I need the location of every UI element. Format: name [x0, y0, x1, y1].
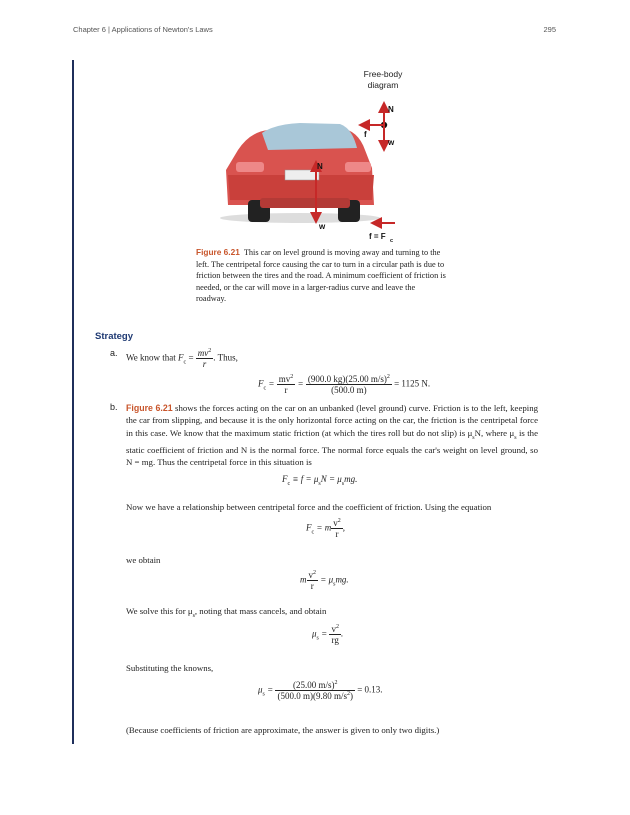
- equation-friction-centripetal: $F_c \equiv f = \mu_sN = \mu_smg$.: [282, 474, 358, 487]
- car-label-w: w: [319, 222, 326, 231]
- strategy-heading: Strategy: [95, 331, 134, 342]
- figure-caption-label: Figure 6.21: [196, 247, 240, 257]
- figure-link[interactable]: Figure 6.21: [126, 403, 173, 413]
- paragraph-we-obtain: we obtain: [126, 555, 161, 565]
- paragraph-approximate-note: (Because coefficients of friction are approximate, the answer is given to only two digits.): [126, 725, 440, 735]
- fbd-title: Free-body diagram: [363, 69, 403, 90]
- equation-Fc-mv2r: $F_c = m$ $\frac{v^2}{r}$ ,: [306, 518, 345, 539]
- paragraph-relationship: Now we have a relationship between centripetal force and the coefficient of friction. Using the equation: [126, 502, 492, 512]
- paragraph-solve-mu: We solve this for $\mu_s$, noting that mass cancels, and obtain: [126, 606, 327, 619]
- page-number: 295: [543, 25, 556, 34]
- fbd-label-f: f: [364, 130, 367, 139]
- strategy-item-a: a. We know that $F_c$ = $\frac{mv^2}{r}$ . Thus,: [110, 348, 238, 369]
- figure-caption-text: This car on level ground is moving away and turning to the left. The centripetal force causing the car to turn in a circular path is due to friction between the tires and the road. A minimum coefficient of friction is needed, or the car will move in a larger-radius curve and leave the roadway.: [196, 248, 446, 304]
- car-label-N: N: [317, 162, 323, 171]
- running-header-chapter: Chapter 6 | Applications of Newton's Laws: [73, 25, 213, 34]
- fbd-label-w: w: [388, 138, 395, 147]
- car-illustration: [220, 123, 380, 223]
- equation-centripetal-force: $F_c$ = $\frac{mv^2}{r}$ = $\frac{(900.0 kg)(25.00 m/s)^2}{(500.0 m)}$ = 1125 N.: [258, 374, 431, 395]
- equation-mu-v2-rg: $\mu_s$ = $\frac{v^2}{rg}$ .: [312, 624, 344, 645]
- paragraph-substituting: Substituting the knowns,: [126, 663, 214, 673]
- equation-final-mu: $\mu_s$ = $\frac{(25.00 m/s)^2}{(500.0 m)(9.80 m/s^2)}$ = 0.13.: [258, 680, 383, 701]
- car-label-f-equals-Fc: f = F: [369, 232, 386, 241]
- fbd-label-N: N: [388, 105, 394, 114]
- figure-caption: [196, 247, 446, 305]
- equation-mv2r-mu-mg: m $\frac{v^2}{r}$ = $\mu_smg$.: [300, 570, 349, 591]
- car-label-Fc-sub: c: [390, 238, 394, 244]
- free-body-diagram: [360, 103, 387, 150]
